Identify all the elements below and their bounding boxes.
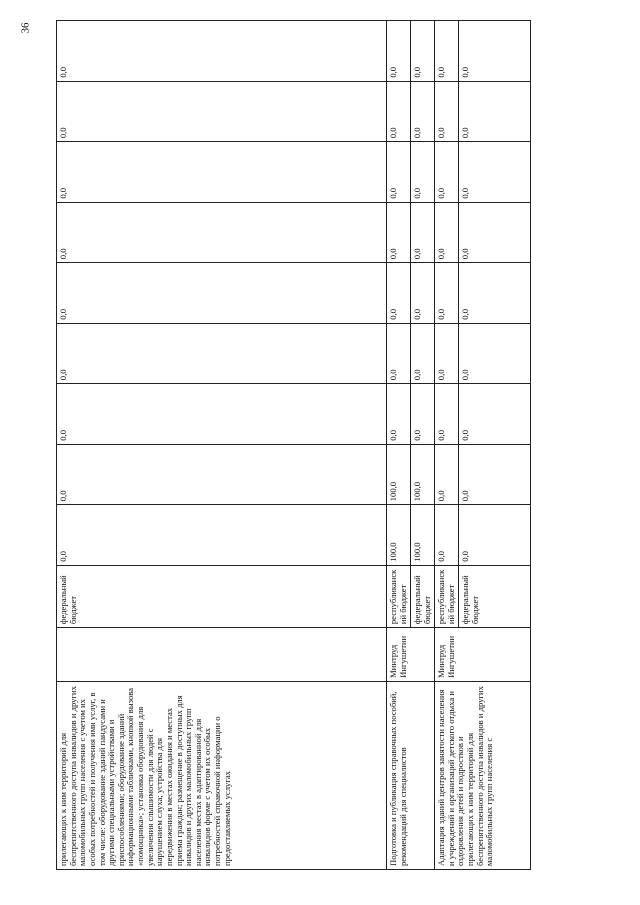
row2b-value-4: 0,0 — [411, 323, 435, 384]
budget-table — [56, 20, 531, 870]
row2a-value-5: 0,0 — [387, 263, 411, 324]
row3a-value-5: 0,0 — [435, 263, 459, 324]
row2-executor: Минтруд Ингушетии — [387, 628, 435, 682]
row2b-value-7: 0,0 — [411, 142, 435, 203]
row3-source-a: республиканский бюджет — [435, 565, 459, 627]
row1-value-2: 0,0 — [57, 444, 387, 505]
row1-source: федеральный бюджет — [57, 565, 387, 627]
row3a-value-9: 0,0 — [435, 21, 459, 82]
row3a-value-6: 0,0 — [435, 202, 459, 263]
row1-value-4: 0,0 — [57, 323, 387, 384]
row3a-value-2: 0,0 — [435, 444, 459, 505]
row3-description: Адаптация зданий центров занятости населения и учреждений и организаций детского отдыха и оздоровления детей и подростков и прилегающих к ним территорий для беспрепятственного доступа инвалидов и других маломобильных групп населения с — [435, 681, 531, 869]
row1-description: прилегающих к ним территорий для беспрепятственного доступа инвалидов и других маломобильных групп населения с учетом их особых потребностей и получения ими услуг, в том числе: оборудование зданий пандусами и другими специальными устройствами и приспособлениями; оборудование зданий информационными табличками, кнопкой вызова «помощника»; установка оборудования для увеличения слышимости для людей с нарушением слуха; устройства для передвижения в местах ожидания и местах приема граждан; размещение в доступных для инвалидов и других маломобильных групп населения местах в адаптированной для инвалидов форме с учетом их особых потребностей справочной информации о предоставляемых услугах — [57, 681, 387, 869]
row2-description: Подготовка и публикация справочных пособий, рекомендаций для специалистов — [387, 681, 435, 869]
row3b-value-6: 0,0 — [459, 202, 531, 263]
row3a-value-8: 0,0 — [435, 81, 459, 142]
row3b-value-3: 0,0 — [459, 384, 531, 445]
row2b-value-6: 0,0 — [411, 202, 435, 263]
table-row — [387, 21, 411, 870]
row2b-value-9: 0,0 — [411, 21, 435, 82]
row2b-value-2: 100,0 — [411, 444, 435, 505]
rotated-table-container — [56, 20, 556, 870]
row2b-value-1: 100,0 — [411, 505, 435, 566]
row1-value-7: 0,0 — [57, 142, 387, 203]
row1-value-8: 0,0 — [57, 81, 387, 142]
row1-value-3: 0,0 — [57, 384, 387, 445]
row3a-value-1: 0,0 — [435, 505, 459, 566]
row3b-value-2: 0,0 — [459, 444, 531, 505]
row2b-value-8: 0,0 — [411, 81, 435, 142]
row3a-value-7: 0,0 — [435, 142, 459, 203]
row2a-value-1: 100,0 — [387, 505, 411, 566]
row1-value-1: 0,0 — [57, 505, 387, 566]
page-number: 36 — [19, 22, 32, 34]
table-row — [435, 21, 459, 870]
row3b-value-8: 0,0 — [459, 81, 531, 142]
row3b-value-5: 0,0 — [459, 263, 531, 324]
row1-value-5: 0,0 — [57, 263, 387, 324]
row2a-value-8: 0,0 — [387, 81, 411, 142]
row2-source-b: федеральный бюджет — [411, 565, 435, 627]
row3b-value-1: 0,0 — [459, 505, 531, 566]
row2b-value-5: 0,0 — [411, 263, 435, 324]
table-row — [57, 21, 387, 870]
row3-executor: Минтруд Ингушетии — [435, 628, 531, 682]
row2a-value-3: 0,0 — [387, 384, 411, 445]
row2-source-a: республиканский бюджет — [387, 565, 411, 627]
row3b-value-4: 0,0 — [459, 323, 531, 384]
row2b-value-3: 0,0 — [411, 384, 435, 445]
row1-executor — [57, 628, 387, 682]
row3b-value-9: 0,0 — [459, 21, 531, 82]
row2a-value-6: 0,0 — [387, 202, 411, 263]
row2a-value-7: 0,0 — [387, 142, 411, 203]
row3b-value-7: 0,0 — [459, 142, 531, 203]
row3-source-b: федеральный бюджет — [459, 565, 531, 627]
row1-value-9: 0,0 — [57, 21, 387, 82]
row2a-value-9: 0,0 — [387, 21, 411, 82]
row1-value-6: 0,0 — [57, 202, 387, 263]
row2a-value-2: 100,0 — [387, 444, 411, 505]
row3a-value-4: 0,0 — [435, 323, 459, 384]
row2a-value-4: 0,0 — [387, 323, 411, 384]
row3a-value-3: 0,0 — [435, 384, 459, 445]
